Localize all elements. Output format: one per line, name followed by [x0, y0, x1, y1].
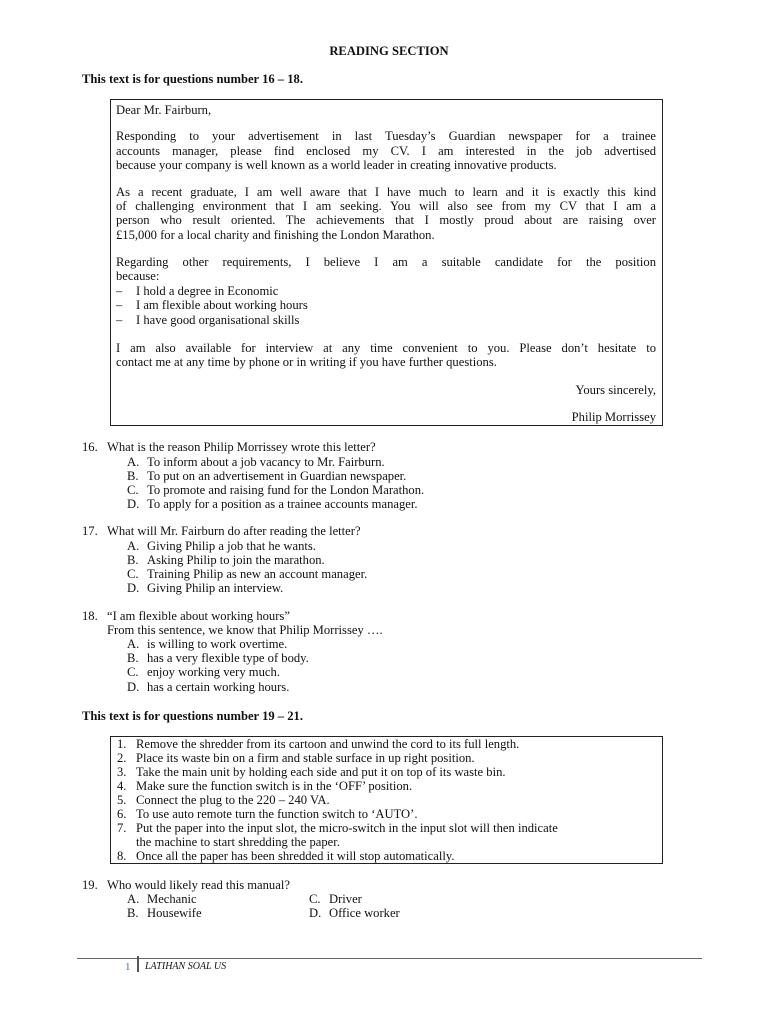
manual-step-3: 3. Take the main unit by holding each side and put it on top of its waste bin. [117, 765, 506, 779]
letter-p4-line2: contact me at any time by phone or in writing if you have further questions. [116, 355, 497, 369]
letter-p2-line1: As a recent graduate, I am well aware that I have much to learn and it is exactly this kind [116, 185, 656, 199]
page-title: READING SECTION [329, 44, 449, 58]
q18-option-d[interactable]: D. has a certain working hours. [127, 680, 290, 694]
footer-separator [137, 956, 139, 972]
q16-option-d[interactable]: D. To apply for a position as a trainee accounts manager. [127, 497, 418, 511]
letter-p2-line4: £15,000 for a local charity and finishing the London Marathon. [116, 228, 435, 242]
q17-option-a[interactable]: A. Giving Philip a job that he wants. [127, 539, 316, 553]
letter-p3-line1: Regarding other requirements, I believe I am a suitable candidate for the position [116, 255, 656, 269]
letter-p1-line2: accounts manager, please find enclosed my CV. I am interested in the job advertised [116, 144, 656, 158]
letter-p2-line2: of challenging environment that I am seeking. You will also see from my CV that I am a [116, 199, 656, 213]
letter-signature: Philip Morrissey [571, 410, 656, 424]
manual-step-7-cont: the machine to start shredding the paper. [136, 835, 340, 849]
bullet-dash: – [116, 298, 123, 312]
question-17: 17. What will Mr. Fairburn do after reading the letter? [82, 524, 361, 538]
question-16: 16. What is the reason Philip Morrissey wrote this letter? [82, 440, 376, 454]
q17-option-b[interactable]: B. Asking Philip to join the marathon. [127, 553, 325, 567]
q16-option-c[interactable]: C. To promote and raising fund for the London Marathon. [127, 483, 425, 497]
q18-option-b[interactable]: B. has a very flexible type of body. [127, 651, 309, 665]
manual-step-8: 8. Once all the paper has been shredded it will stop automatically. [117, 849, 455, 863]
q18-option-a[interactable]: A. is willing to work overtime. [127, 637, 288, 651]
question-19: 19. Who would likely read this manual? [82, 878, 290, 892]
q16-option-b[interactable]: B. To put on an advertisement in Guardian newspaper. [127, 469, 407, 483]
manual-step-4: 4. Make sure the function switch is in the ‘OFF’ position. [117, 779, 413, 793]
manual-step-5: 5. Connect the plug to the 220 – 240 VA. [117, 793, 330, 807]
manual-step-7: 7. Put the paper into the input slot, the micro-switch in the input slot will then indicate [117, 821, 558, 835]
bullet-dash: – [116, 284, 123, 298]
letter-p1-line1: Responding to your advertisement in last Tuesday’s Guardian newspaper for a trainee [116, 129, 656, 143]
q19-option-b[interactable]: B. Housewife [127, 906, 202, 920]
letter-bullet-1: – I hold a degree in Economic [116, 284, 279, 298]
letter-closing: Yours sincerely, [575, 383, 656, 397]
letter-bullet-2: – I am flexible about working hours [116, 298, 308, 312]
footer-rule [77, 958, 702, 959]
q16-option-a[interactable]: A. To inform about a job vacancy to Mr. Fairburn. [127, 455, 385, 469]
q19-option-c[interactable]: C. Driver [309, 892, 362, 906]
letter-p2-line3: person who result oriented. The achievements that I mostly proud about are raising over [116, 213, 656, 227]
letter-p4-line1: I am also available for interview at any time convenient to you. Please don’t hesitate to [116, 341, 656, 355]
q19-option-d[interactable]: D. Office worker [309, 906, 400, 920]
letter-greeting: Dear Mr. Fairburn, [116, 103, 212, 117]
section-intro-16-18: This text is for questions number 16 – 18. [82, 72, 303, 86]
q17-option-d[interactable]: D. Giving Philip an interview. [127, 581, 284, 595]
page-number: 1 [125, 961, 131, 973]
manual-step-1: 1. Remove the shredder from its cartoon and unwind the cord to its full length. [117, 737, 520, 751]
footer-label: LATIHAN SOAL US [145, 961, 227, 972]
section-intro-19-21: This text is for questions number 19 – 21. [82, 709, 303, 723]
manual-step-6: 6. To use auto remote turn the function switch to ‘AUTO’. [117, 807, 418, 821]
manual-step-2: 2. Place its waste bin on a firm and stable surface in up right position. [117, 751, 475, 765]
question-18-subtext: From this sentence, we know that Philip Morrissey …. [107, 623, 383, 637]
letter-p1-line3: because your company is well known as a world leader in creating innovative products. [116, 158, 557, 172]
letter-p3-line2: because: [116, 269, 160, 283]
q19-option-a[interactable]: A. Mechanic [127, 892, 197, 906]
letter-bullet-3: – I have good organisational skills [116, 313, 300, 327]
bullet-dash: – [116, 313, 123, 327]
q17-option-c[interactable]: C. Training Philip as new an account manager. [127, 567, 368, 581]
q18-option-c[interactable]: C. enjoy working very much. [127, 665, 280, 679]
question-18: 18. “I am flexible about working hours” [82, 609, 290, 623]
